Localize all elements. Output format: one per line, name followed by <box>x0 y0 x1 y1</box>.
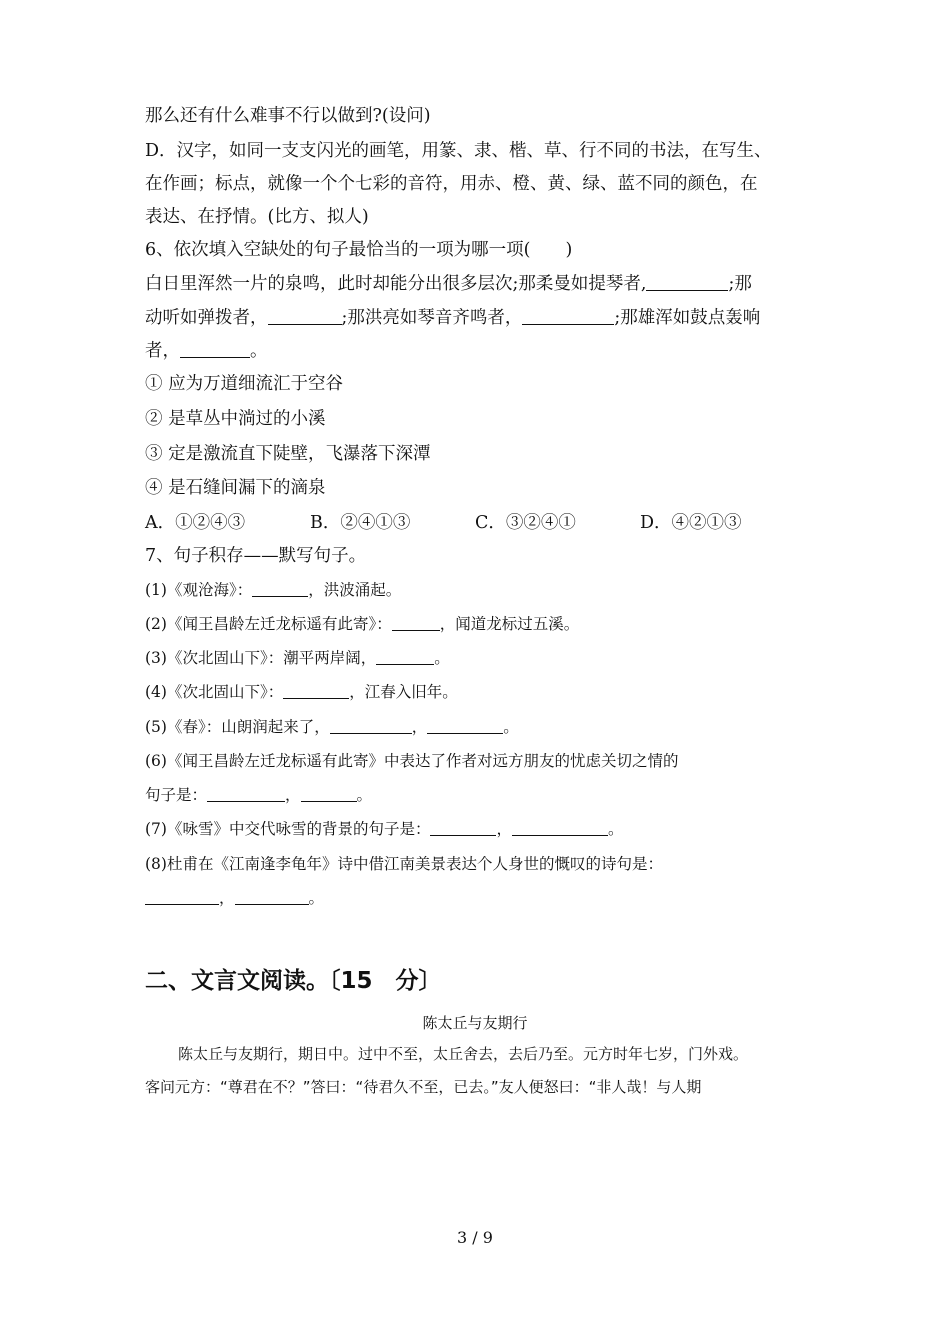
answer-blank[interactable] <box>283 682 349 699</box>
q7-sentence-7: (7)《咏雪》中交代咏雪的背景的句子是： ， 。 <box>145 820 624 838</box>
q5-option-d-line3: 表达、在抒情。(比方、拟人) <box>145 207 369 227</box>
answer-blank[interactable] <box>330 717 412 734</box>
q7-sentence-6-line2: 句子是： ， 。 <box>145 786 373 804</box>
q7-sentence-8-line2: ， 。 <box>145 887 324 909</box>
q7-stem: 7、句子积存——默写句子。 <box>145 546 367 566</box>
q6-passage-line2: 动听如弹拨者， ;那洪亮如琴音齐鸣者， ;那雄浑如鼓点轰响 <box>145 308 761 328</box>
q6-option-b[interactable]: B．②④①③ <box>310 513 411 533</box>
q6-option-d[interactable]: D．④②①③ <box>640 513 742 533</box>
answer-blank[interactable] <box>512 819 608 836</box>
answer-blank[interactable] <box>301 785 357 802</box>
answer-blank[interactable] <box>430 819 496 836</box>
q6-passage-line1: 白日里浑然一片的泉鸣，此时却能分出很多层次;那柔曼如提琴者, ;那 <box>145 274 752 294</box>
q6-option-c[interactable]: C．③②④① <box>475 513 576 533</box>
passage-paragraph-line1: 陈太丘与友期行，期日中。过中不至，太丘舍去，去后乃至。元方时年七岁，门外戏。 <box>178 1045 749 1063</box>
section-heading: 二、文言文阅读。〔15 分〕 <box>145 968 442 994</box>
answer-blank[interactable] <box>392 614 440 631</box>
answer-blank[interactable] <box>376 648 434 665</box>
answer-blank[interactable] <box>646 274 728 291</box>
q7-sentence-4: (4)《次北固山下》： ，江春入旧年。 <box>145 683 458 701</box>
q5-option-d-line1: D．汉字，如同一支支闪光的画笔，用篆、隶、楷、草、行不同的书法，在写生、 <box>145 141 772 161</box>
q6-options <box>145 512 742 534</box>
answer-blank[interactable] <box>235 888 309 905</box>
q7-sentence-5: (5)《春》：山朗润起来了， ， 。 <box>145 718 519 736</box>
answer-blank[interactable] <box>522 308 614 325</box>
q7-sentence-2: (2)《闻王昌龄左迁龙标遥有此寄》： ，闻道龙标过五溪。 <box>145 615 580 633</box>
answer-blank[interactable] <box>268 308 342 325</box>
q5-option-c-continued: 那么还有什么难事不行以做到?(设问) <box>145 106 431 126</box>
q7-sentence-8-line1: (8)杜甫在《江南逢李龟年》诗中借江南美景表达个人身世的慨叹的诗句是： <box>145 855 663 873</box>
q6-option-a[interactable]: A．①②④③ <box>145 513 246 533</box>
passage-title: 陈太丘与友期行 <box>422 1014 528 1032</box>
answer-blank[interactable] <box>180 341 250 358</box>
q6-item-3: ③ 定是激流直下陡壁，飞瀑落下深潭 <box>145 444 431 464</box>
answer-blank[interactable] <box>207 785 285 802</box>
passage-paragraph-line2: 客问元方：“尊君在不？”答曰：“待君久不至，已去。”友人便怒曰：“非人哉！与人期 <box>145 1078 702 1096</box>
q7-sentence-6-line1: (6)《闻王昌龄左迁龙标遥有此寄》中表达了作者对远方朋友的忧虑关切之情的 <box>145 752 679 770</box>
page-number: 3 / 9 <box>457 1228 493 1247</box>
q6-item-1: ① 应为万道细流汇于空谷 <box>145 374 344 394</box>
answer-blank[interactable] <box>145 888 219 905</box>
q6-item-4: ④ 是石缝间漏下的滴泉 <box>145 478 326 498</box>
q6-item-2: ② 是草丛中淌过的小溪 <box>145 409 326 429</box>
q7-sentence-3: (3)《次北固山下》：潮平两岸阔， 。 <box>145 649 450 667</box>
answer-blank[interactable] <box>427 717 503 734</box>
q7-sentence-1: (1)《观沧海》： ，洪波涌起。 <box>145 581 402 599</box>
q5-option-d-line2: 在作画；标点，就像一个个七彩的音符，用赤、橙、黄、绿、蓝不同的颜色，在 <box>145 174 758 194</box>
answer-blank[interactable] <box>252 580 308 597</box>
q6-stem: 6、依次填入空缺处的句子最恰当的一项为哪一项( ) <box>145 240 573 260</box>
q6-passage-line3: 者， 。 <box>145 341 268 361</box>
